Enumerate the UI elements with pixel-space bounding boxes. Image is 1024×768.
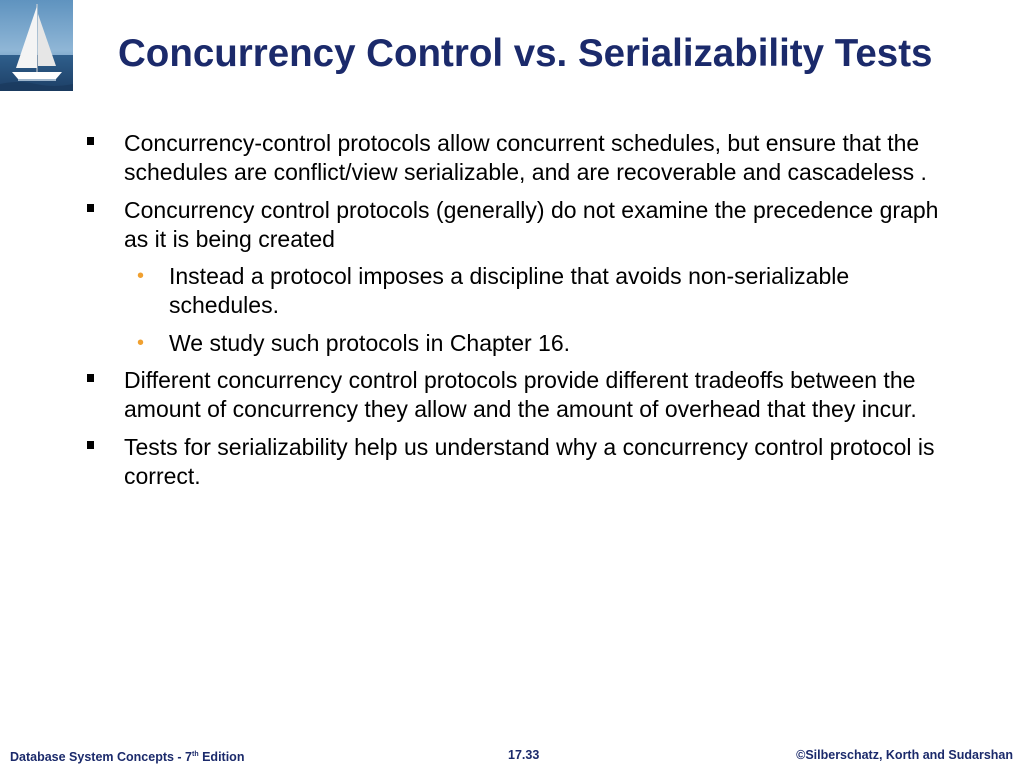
sailboat-logo bbox=[0, 0, 73, 91]
bullet-item bbox=[124, 433, 954, 492]
bullet-text: Concurrency-control protocols allow concurrent schedules, but ensure that the schedules are conflict/view serializable, and are recoverable and cascadeless . bbox=[124, 130, 927, 186]
bullet-text: Different concurrency control protocols provide different tradeoffs between the amount of concurrency they allow and the amount of overhead that they incur. bbox=[124, 367, 917, 423]
slide-title: Concurrency Control vs. Serializability Tests bbox=[118, 32, 933, 75]
slide-content bbox=[0, 129, 1024, 491]
footer-copyright: ©Silberschatz, Korth and Sudarshan bbox=[796, 748, 1013, 762]
sub-bullet-item bbox=[137, 262, 959, 321]
footer-edition: Edition bbox=[198, 750, 245, 764]
bullet-text: Concurrency control protocols (generally) do not examine the precedence graph as it is being created bbox=[124, 196, 939, 252]
square-bullet-icon bbox=[87, 441, 94, 449]
square-bullet-icon bbox=[87, 374, 94, 382]
sub-bullet-item bbox=[137, 329, 959, 358]
sub-bullet-text: Instead a protocol imposes a discipline that avoids non-serializable schedules. bbox=[169, 263, 850, 319]
bullet-item bbox=[124, 129, 954, 188]
square-bullet-icon bbox=[87, 137, 94, 145]
dot-bullet-icon: • bbox=[137, 265, 145, 288]
sub-bullet-text: We study such protocols in Chapter 16. bbox=[169, 329, 571, 356]
bullet-text: Tests for serializability help us understand why a concurrency control protocol is correct. bbox=[124, 433, 935, 489]
bullet-item bbox=[124, 196, 954, 255]
footer-book-title bbox=[10, 747, 244, 765]
footer-page-number: 17.33 bbox=[508, 748, 540, 762]
footer-book: Database System Concepts - 7 bbox=[10, 750, 193, 764]
square-bullet-icon bbox=[87, 204, 94, 212]
footer-edition-sup: th bbox=[192, 751, 199, 758]
bullet-item bbox=[124, 366, 954, 425]
dot-bullet-icon: • bbox=[137, 331, 145, 354]
